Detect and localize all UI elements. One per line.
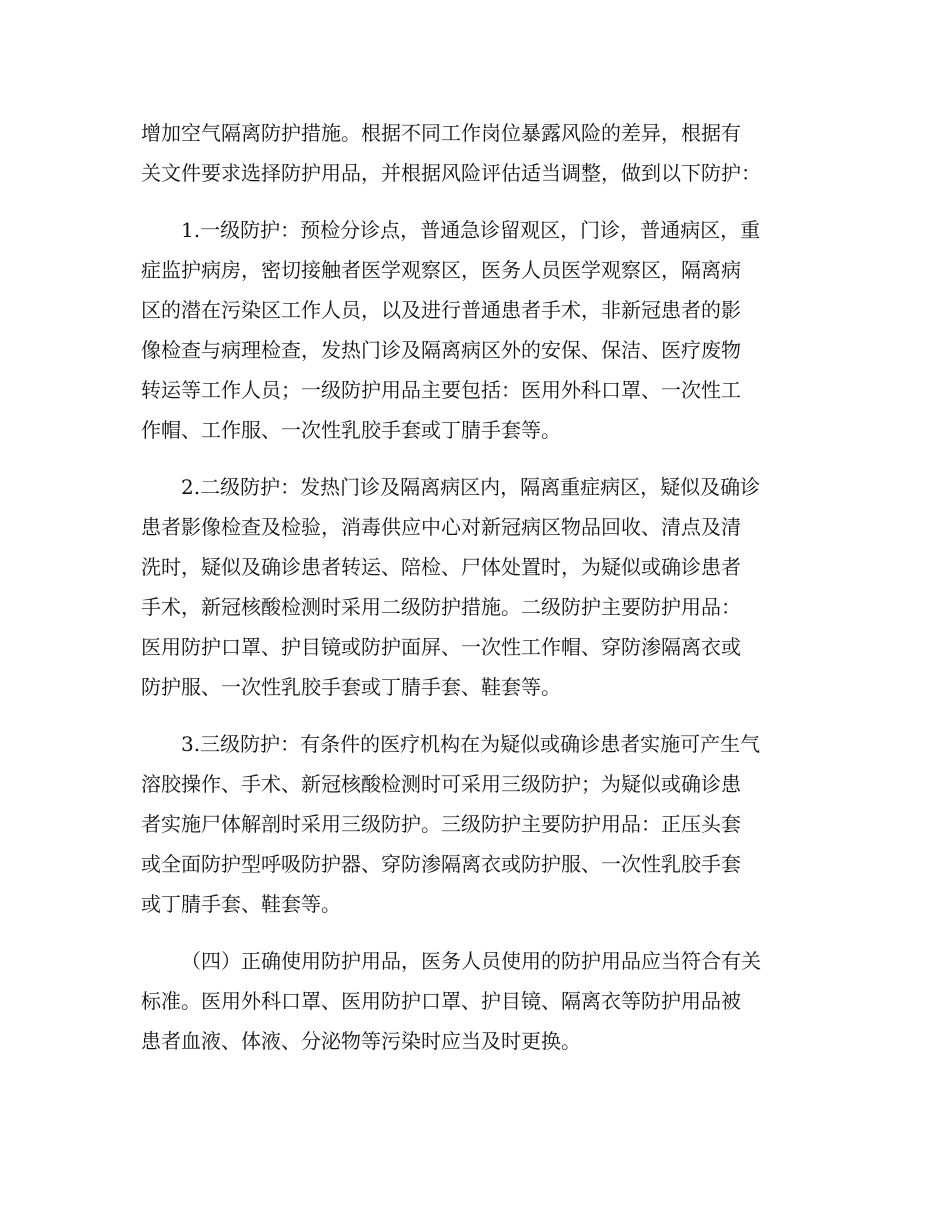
paragraph-2-line-2: 症监护病房，密切接触者医学观察区，医务人员医学观察区，隔离病 [141, 258, 741, 282]
paragraph-4-line-1: 3.三级防护：有条件的医疗机构在为疑似或确诊患者实施可产生气 [181, 732, 761, 756]
paragraph-4-line-4: 或全面防护型呼吸防护器、穿防渗隔离衣或防护服、一次性乳胶手套 [141, 852, 741, 876]
paragraph-5-line-2: 标准。医用外科口罩、医用防护口罩、护目镜、隔离衣等防护用品被 [141, 989, 741, 1013]
paragraph-2-line-1: 1.一级防护：预检分诊点，普通急诊留观区，门诊，普通病区，重 [181, 218, 761, 242]
paragraph-3-line-4: 手术，新冠核酸检测时采用二级防护措施。二级防护主要防护用品： [141, 595, 741, 619]
paragraph-5-line-3: 患者血液、体液、分泌物等污染时应当及时更换。 [141, 1029, 581, 1053]
paragraph-3-line-3: 洗时，疑似及确诊患者转运、陪检、尸体处置时，为疑似或确诊患者 [141, 555, 741, 579]
paragraph-4-line-5: 或丁腈手套、鞋套等。 [141, 892, 341, 916]
paragraph-5-line-1: （四）正确使用防护用品，医务人员使用的防护用品应当符合有关 [181, 949, 761, 973]
paragraph-2-line-3: 区的潜在污染区工作人员，以及进行普通患者手术，非新冠患者的影 [141, 298, 741, 322]
paragraph-3-line-1: 2.二级防护：发热门诊及隔离病区内，隔离重症病区，疑似及确诊 [181, 475, 761, 499]
paragraph-4-line-2: 溶胶操作、手术、新冠核酸检测时可采用三级防护；为疑似或确诊患 [141, 772, 741, 796]
paragraph-3-line-2: 患者影像检查及检验，消毒供应中心对新冠病区物品回收、清点及清 [141, 515, 741, 539]
paragraph-1-line-1: 增加空气隔离防护措施。根据不同工作岗位暴露风险的差异，根据有 [141, 121, 741, 145]
paragraph-2-line-5: 转运等工作人员；一级防护用品主要包括：医用外科口罩、一次性工 [141, 378, 741, 402]
paragraph-3-line-5: 医用防护口罩、护目镜或防护面屏、一次性工作帽、穿防渗隔离衣或 [141, 635, 741, 659]
paragraph-1-line-2: 关文件要求选择防护用品，并根据风险评估适当调整，做到以下防护： [141, 161, 761, 185]
paragraph-2-line-6: 作帽、工作服、一次性乳胶手套或丁腈手套等。 [141, 418, 561, 442]
paragraph-3-line-6: 防护服、一次性乳胶手套或丁腈手套、鞋套等。 [141, 675, 561, 699]
paragraph-2-line-4: 像检查与病理检查，发热门诊及隔离病区外的安保、保洁、医疗废物 [141, 338, 741, 362]
paragraph-4-line-3: 者实施尸体解剖时采用三级防护。三级防护主要防护用品：正压头套 [141, 812, 741, 836]
